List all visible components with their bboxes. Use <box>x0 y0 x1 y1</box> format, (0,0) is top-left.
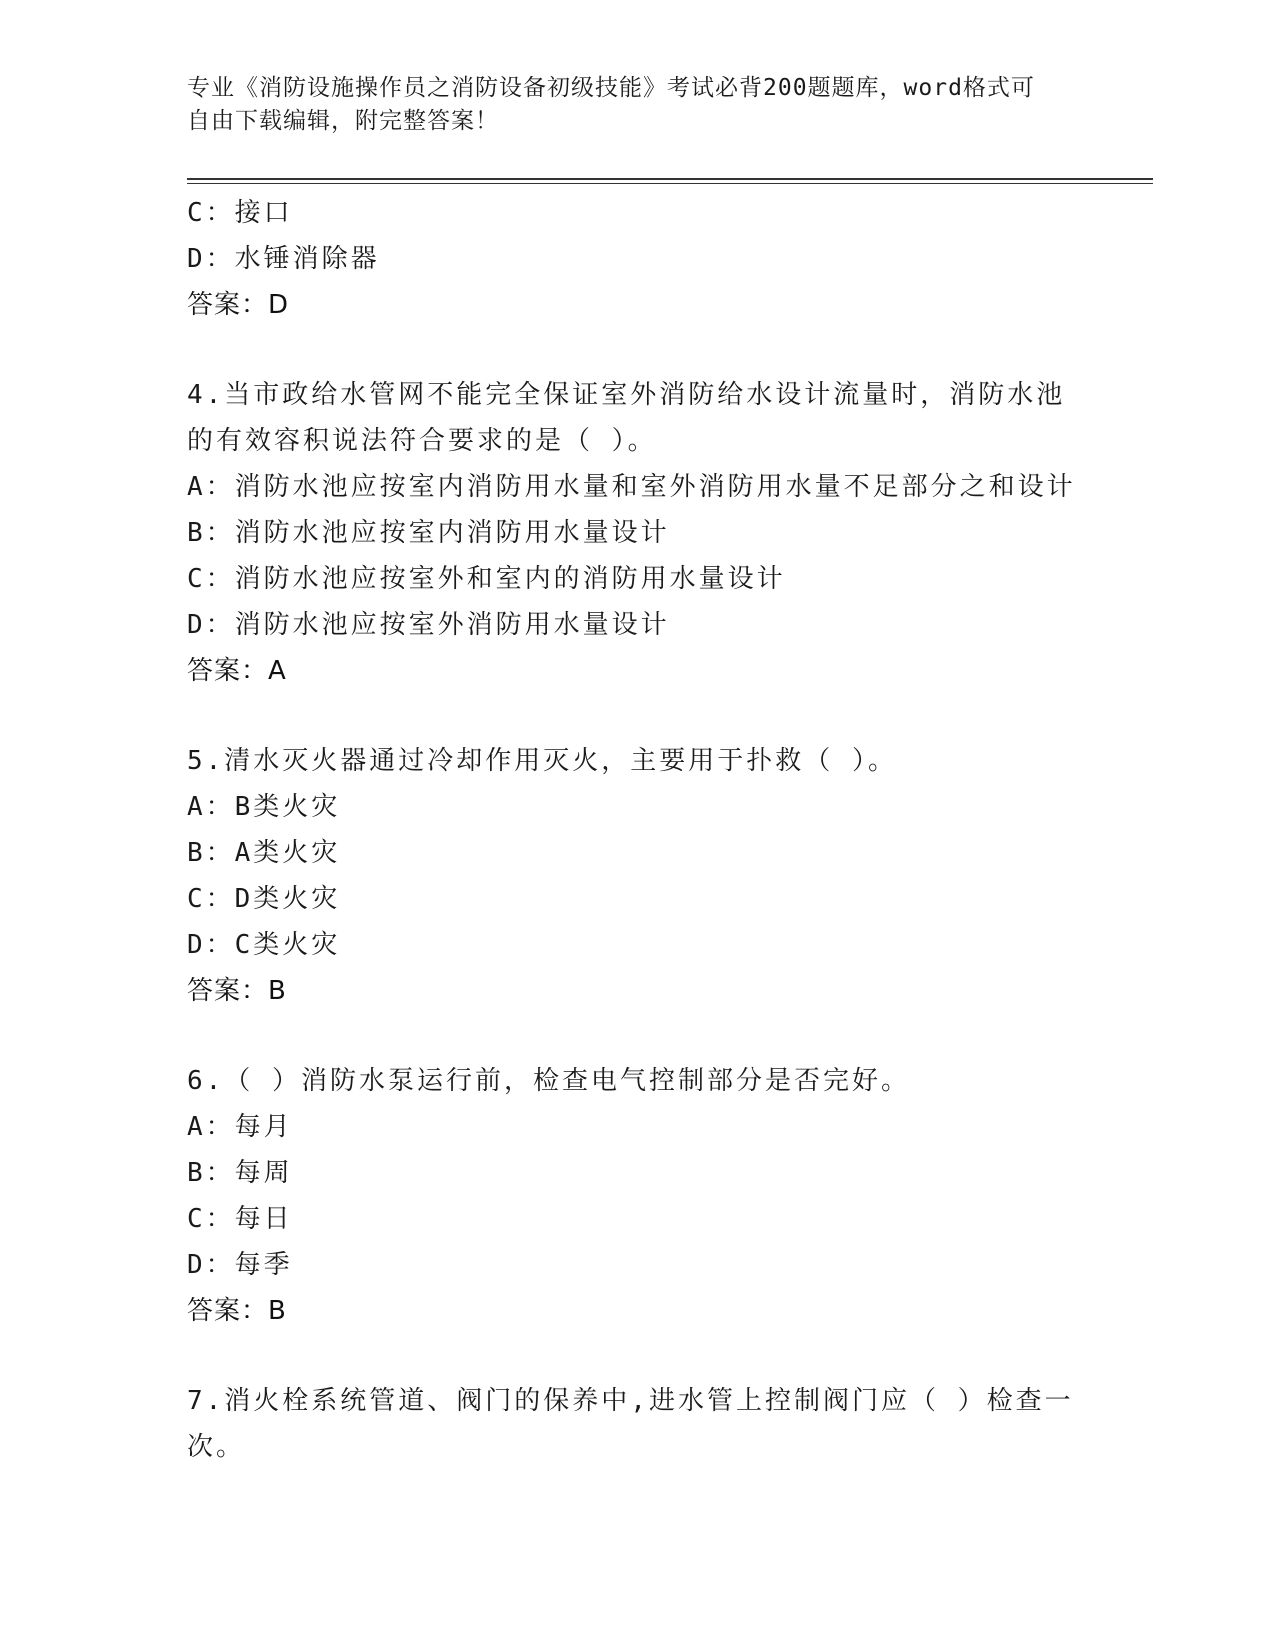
question-stem: 5.清水灭火器通过冷却作用灭火，主要用于扑救（ ）。 <box>187 746 897 776</box>
question-stem: 的有效容积说法符合要求的是（ ）。 <box>187 426 657 456</box>
header-line-1: 专业《消防设施操作员之消防设备初级技能》考试必背200题题库，word格式可 <box>187 75 1035 101</box>
option-b: B：每周 <box>187 1158 293 1188</box>
option-c: C：消防水池应按室外和室内的消防用水量设计 <box>187 564 786 594</box>
option-c: C：接口 <box>187 198 293 228</box>
header-line-2: 自由下载编辑，附完整答案！ <box>187 108 499 134</box>
question-4 <box>187 372 1147 694</box>
option-c: C：每日 <box>187 1204 293 1234</box>
option-a: A：B类火灾 <box>187 792 341 822</box>
question-stem: 6.（ ）消防水泵运行前，检查电气控制部分是否完好。 <box>187 1066 910 1096</box>
header-divider-thick <box>187 178 1153 180</box>
answer-line: 答案：B <box>187 1296 287 1326</box>
option-b: B：A类火灾 <box>187 838 341 868</box>
answer-line: 答案：A <box>187 656 287 686</box>
answer-line: 答案：B <box>187 976 287 1006</box>
option-d: D：消防水池应按室外消防用水量设计 <box>187 610 670 640</box>
spacer <box>187 1014 1147 1058</box>
question-6 <box>187 1058 1147 1334</box>
option-d: D：每季 <box>187 1250 293 1280</box>
answer-line: 答案：D <box>187 290 290 320</box>
document-header <box>187 72 1087 138</box>
question-stem: 次。 <box>187 1432 246 1462</box>
option-d: D：C类火灾 <box>187 930 341 960</box>
question-3-continued <box>187 190 1147 328</box>
option-b: B：消防水池应按室内消防用水量设计 <box>187 518 670 548</box>
question-7 <box>187 1378 1147 1470</box>
option-c: C：D类火灾 <box>187 884 341 914</box>
question-stem: 7.消火栓系统管道、阀门的保养中,进水管上控制阀门应（ ）检查一 <box>187 1386 1074 1416</box>
header-divider-thin <box>187 183 1153 184</box>
option-a: A：消防水池应按室内消防用水量和室外消防用水量不足部分之和设计 <box>187 472 1076 502</box>
spacer <box>187 328 1147 372</box>
option-a: A：每月 <box>187 1112 293 1142</box>
question-list <box>187 190 1147 1470</box>
question-stem: 4.当市政给水管网不能完全保证室外消防给水设计流量时，消防水池 <box>187 380 1066 410</box>
spacer <box>187 694 1147 738</box>
question-5 <box>187 738 1147 1014</box>
spacer <box>187 1334 1147 1378</box>
option-d: D：水锤消除器 <box>187 244 380 274</box>
